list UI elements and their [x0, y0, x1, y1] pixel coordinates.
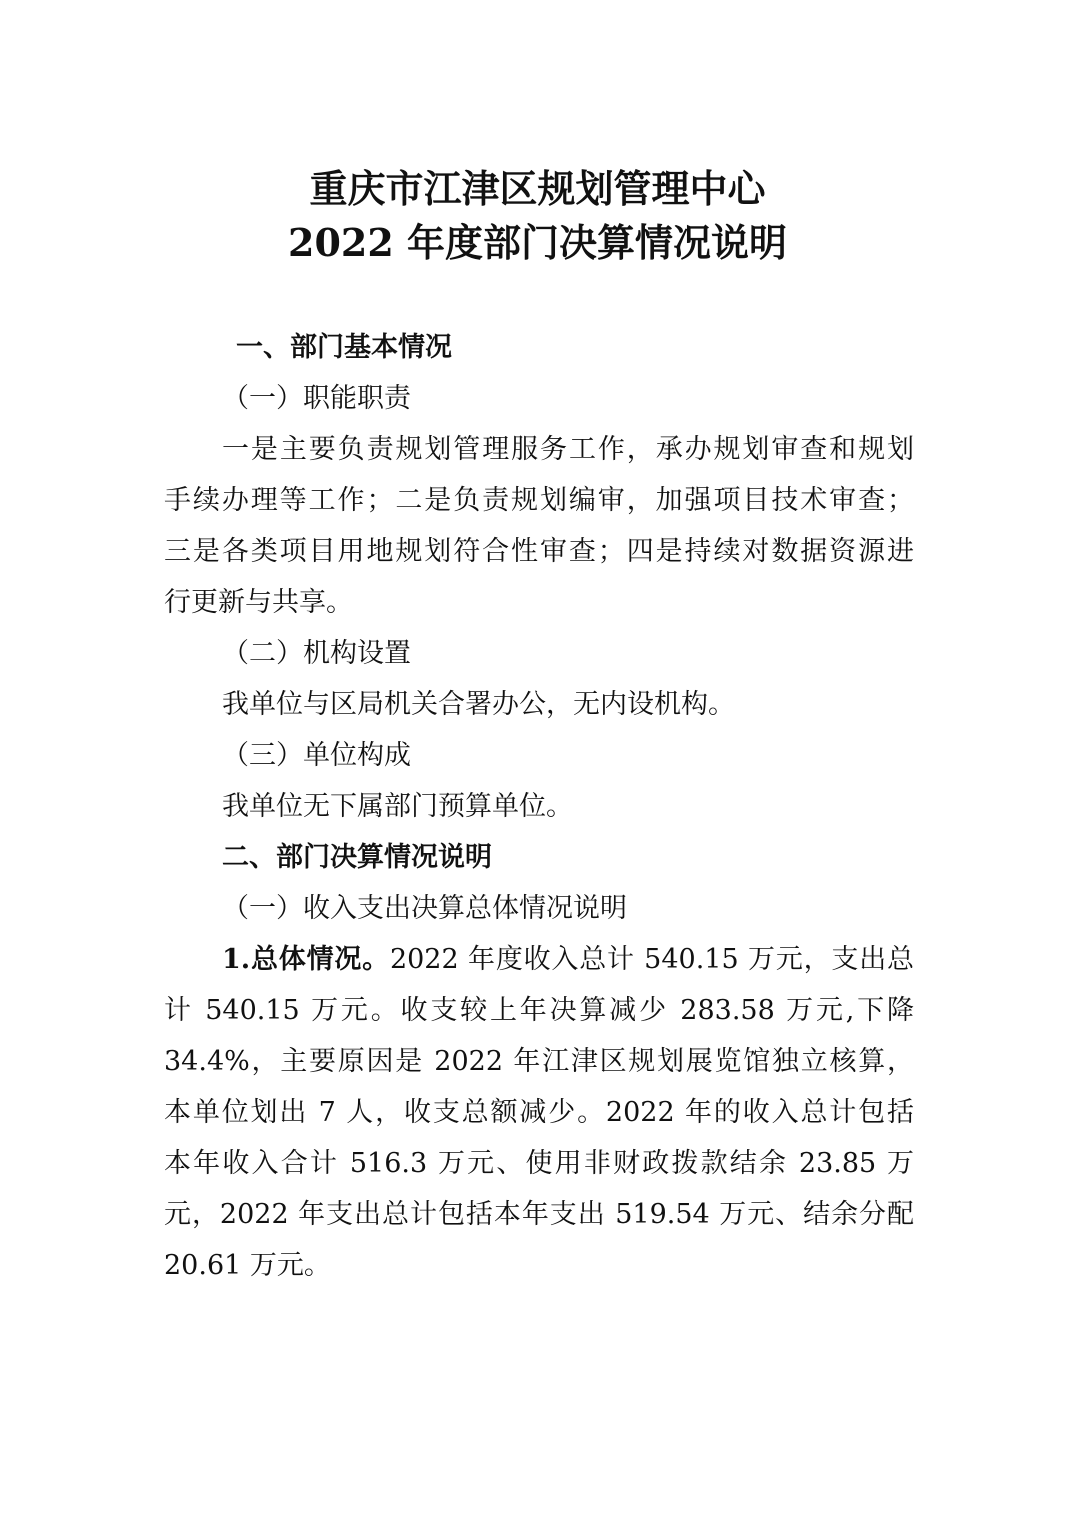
section-2-1-line: 34.4%，主要原因是 2022 年江津区规划展览馆独立核算， — [164, 1046, 914, 1077]
document-title-line-1: 重庆市江津区规划管理中心 — [309, 166, 766, 211]
document-body — [164, 322, 914, 1291]
overall-lead-label: 1.总体情况。 — [222, 944, 390, 975]
section-2-1-line-last: 20.61 万元。 — [164, 1250, 331, 1281]
section-1-2-heading: （二）机构设置 — [222, 638, 411, 669]
section-2-1-line: 计 540.15 万元。收支较上年决算减少 283.58 万元,下降 — [164, 995, 914, 1026]
section-1-2-text: 我单位与区局机关合署办公，无内设机构。 — [222, 689, 735, 720]
section-2-1-heading: （一）收入支出决算总体情况说明 — [222, 893, 627, 924]
section-1-3-heading: （三）单位构成 — [222, 740, 411, 771]
overall-lead-text: 2022 年度收入总计 540.15 万元，支出总 — [389, 944, 914, 975]
section-2-heading: 二、部门决算情况说明 — [222, 842, 492, 873]
section-1-1-line: 行更新与共享。 — [164, 587, 353, 618]
section-1-1-line: 手续办理等工作；二是负责规划编审，加强项目技术审查； — [164, 485, 914, 516]
section-1-1-line: 三是各类项目用地规划符合性审查；四是持续对数据资源进 — [164, 536, 914, 567]
section-2-1-line: 元，2022 年支出总计包括本年支出 519.54 万元、结余分配 — [164, 1199, 914, 1230]
section-1-1-line: 一是主要负责规划管理服务工作，承办规划审查和规划 — [222, 434, 914, 465]
section-2-1-line: 本年收入合计 516.3 万元、使用非财政拨款结余 23.85 万 — [164, 1148, 914, 1179]
document-title-line-2: 2022 年度部门决算情况说明 — [288, 220, 787, 265]
section-1-1-heading: （一）职能职责 — [222, 383, 411, 414]
section-2-1-line: 本单位划出 7 人，收支总额减少。2022 年的收入总计包括 — [164, 1097, 914, 1128]
section-2-1-line-first — [164, 934, 914, 985]
section-1-heading: 一、部门基本情况 — [236, 332, 452, 363]
section-1-3-text: 我单位无下属部门预算单位。 — [222, 791, 573, 822]
